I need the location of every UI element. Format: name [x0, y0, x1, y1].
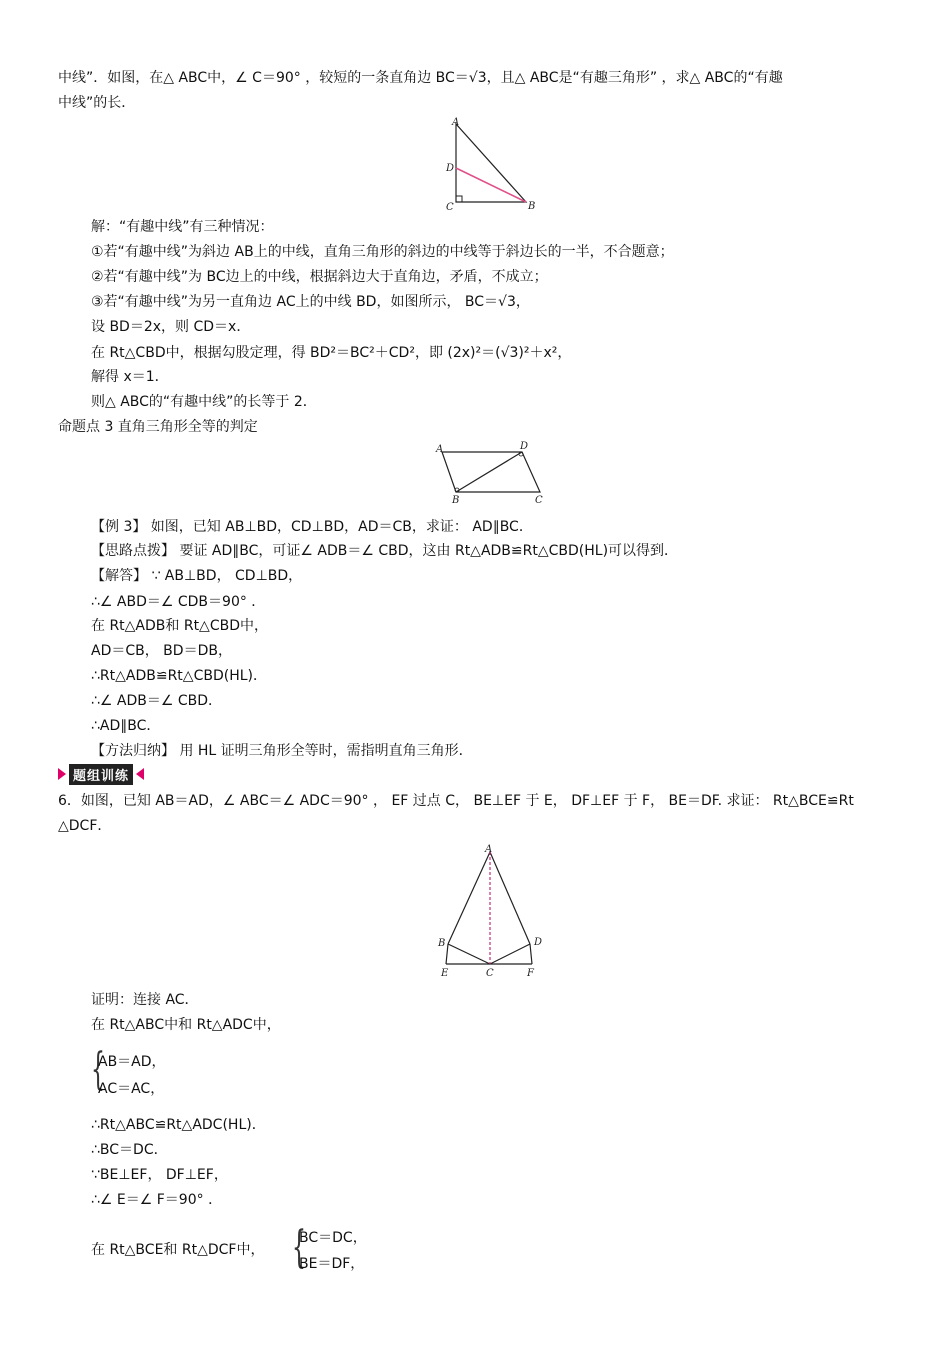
parallelogram-figure [430, 440, 550, 510]
triangle-abc [456, 124, 526, 202]
arrow-right-icon [58, 768, 66, 780]
text-line: ∴∠ ABD＝∠ CDB＝90° ． [91, 594, 266, 610]
text-line: ∴AD∥BC． [91, 718, 161, 734]
text-line: 中线”的长． [58, 95, 136, 111]
arrow-left-icon [136, 768, 144, 780]
practice-banner [58, 764, 144, 784]
text-line: 设 BD＝2x，则 CD＝x． [91, 319, 251, 335]
label-b: B [528, 201, 536, 212]
diagonal-bd [456, 452, 522, 492]
segment-be [446, 944, 448, 964]
median-bd [456, 168, 526, 202]
text-line: ∴Rt△ABC≌Rt△ADC(HL)． [91, 1117, 266, 1133]
text-line: ①若“有趣中线”为斜边 AB上的中线，直角三角形的斜边的中线等于斜边长的一半，不合题意； [91, 244, 674, 260]
text-line: ∴∠ E＝∠ F＝90° ． [91, 1192, 223, 1208]
text-line: 【解答】 ∵ AB⊥BD， CD⊥BD， [91, 568, 303, 584]
label-c: C [486, 968, 494, 979]
text-line: BC＝DC， [299, 1230, 367, 1246]
text-line: 在 Rt△CBD中，根据勾股定理，得 BD²＝BC²＋CD²，即 (2x)²＝(√3)²＋x²， [91, 345, 572, 361]
text-line: 证明：连接 AC． [91, 992, 199, 1008]
label-c: C [446, 202, 454, 213]
text-line: AB＝AD， [98, 1054, 166, 1070]
text-line: 中线”．如图，在△ ABC中，∠ C＝90° ，较短的一条直角边 BC＝√3，且△ ABC是“有趣三角形” ，求△ ABC的“有趣 [58, 70, 783, 86]
label-f: F [527, 968, 534, 979]
text-line: AD＝CB， BD＝DB， [91, 643, 232, 659]
segment-dc [490, 944, 530, 964]
text-line: 【方法归纳】 用 HL 证明三角形全等时，需指明直角三角形． [91, 743, 473, 759]
label-d: D [534, 937, 543, 948]
triangle-figure [438, 114, 548, 214]
label-b: B [438, 938, 446, 949]
segment-ab [448, 852, 490, 944]
text-line: ③若“有趣中线”为另一直角边 AC上的中线 BD，如图所示， BC＝√3， [91, 294, 530, 310]
text-line: 解得 x＝1． [91, 369, 169, 385]
label-c: C [535, 495, 543, 506]
segment-bc [448, 944, 490, 964]
left-brace: { [292, 1222, 306, 1273]
text-line: ∴∠ ADB＝∠ CBD． [91, 693, 223, 709]
label-b: B [452, 495, 460, 506]
right-angle-mark [456, 196, 462, 202]
text-line: 在 Rt△ADB和 Rt△CBD中， [91, 618, 268, 634]
text-line: AC＝AC， [98, 1081, 165, 1097]
label-a: A [452, 117, 460, 128]
quad-abcd [442, 452, 540, 492]
text-line: △DCF． [58, 818, 112, 834]
text-line: 解：“有趣中线”有三种情况： [91, 219, 274, 235]
text-line: 则△ ABC的“有趣中线”的长等于 2． [91, 394, 317, 410]
text-line: 【例 3】 如图，已知 AB⊥BD，CD⊥BD，AD＝CB，求证： AD∥BC． [91, 519, 533, 535]
segment-ad [490, 852, 530, 944]
text-line: 6．如图，已知 AB＝AD，∠ ABC＝∠ ADC＝90° ， EF 过点 C， BE⊥EF 于 E， DF⊥EF 于 F， BE＝DF. 求证： Rt△BCE≌Rt [58, 793, 854, 809]
section-heading: 命题点 3 直角三角形全等的判定 [58, 419, 258, 435]
label-a: A [485, 844, 493, 855]
segment-df [530, 944, 532, 964]
text-line: 在 Rt△BCE和 Rt△DCF中， [91, 1242, 265, 1258]
text-line: ∴Rt△ADB≌Rt△CBD(HL)． [91, 668, 267, 684]
label-d: D [446, 163, 455, 174]
banner-label: 题组训练 [69, 764, 133, 785]
text-line: ∴BC＝DC． [91, 1142, 168, 1158]
label-e: E [441, 968, 449, 979]
text-line: 【思路点拨】 要证 AD∥BC，可证∠ ADB＝∠ CBD，这由 Rt△ADB≌Rt△CBD(HL)可以得到． [91, 543, 679, 559]
kite-figure [432, 840, 552, 982]
text-line: 在 Rt△ABC中和 Rt△ADC中， [91, 1017, 281, 1033]
text-line: ∵BE⊥EF， DF⊥EF， [91, 1167, 228, 1183]
text-line: BE＝DF， [299, 1256, 365, 1272]
label-d: D [520, 441, 529, 452]
text-line: ②若“有趣中线”为 BC边上的中线，根据斜边大于直角边，矛盾，不成立； [91, 269, 548, 285]
label-a: A [436, 444, 444, 455]
left-brace: { [91, 1044, 105, 1095]
